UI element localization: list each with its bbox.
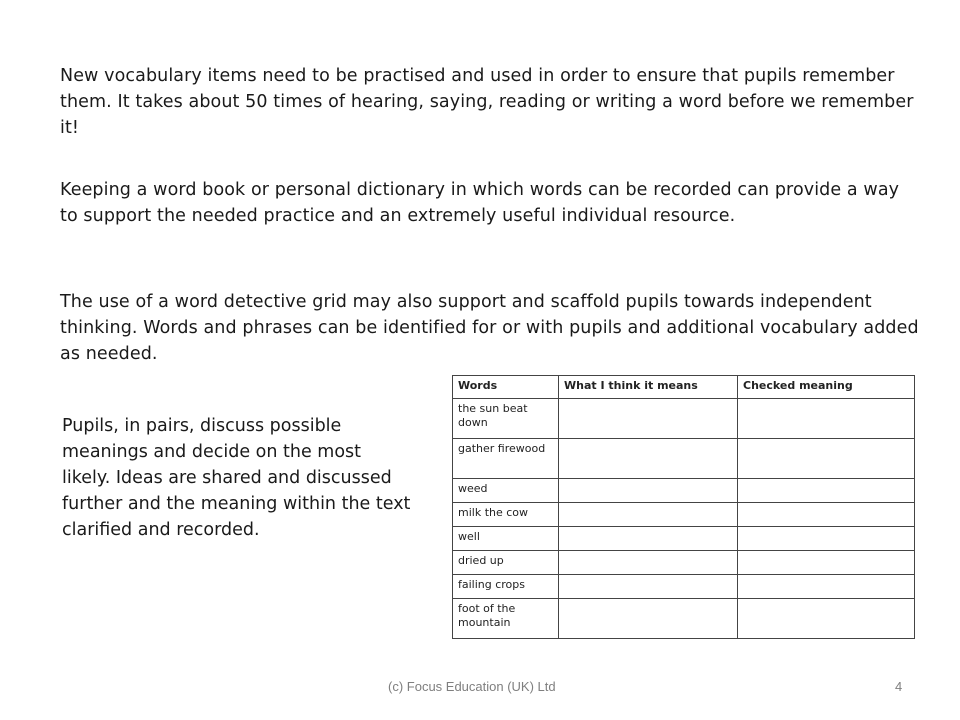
meaning-cell — [559, 479, 738, 503]
pairs-discussion-text: Pupils, in pairs, discuss possible meanings and decide on the most likely. Ideas are shared and discussed further and the meaning within the text clarified and recorded. — [62, 416, 411, 540]
table-row — [453, 439, 915, 479]
paragraph-word-book: Keeping a word book or personal dictionary in which words can be recorded can provide a way to support the needed practice and an extremely useful individual resource. — [60, 180, 900, 226]
checked-cell — [738, 503, 915, 527]
word-cell: well — [453, 527, 559, 551]
meaning-cell — [559, 551, 738, 575]
header-checked-meaning: Checked meaning — [738, 376, 915, 399]
word-cell: foot of the mountain — [453, 599, 559, 639]
checked-cell — [738, 575, 915, 599]
table-row — [453, 527, 915, 551]
paragraph-word-detective: The use of a word detective grid may also support and scaffold pupils towards independent thinking. Words and phrases can be identified for or with pupils and additional vocabulary added as needed. — [60, 292, 919, 364]
table-row — [453, 479, 915, 503]
checked-cell — [738, 599, 915, 639]
word-detective-grid — [452, 375, 915, 639]
checked-cell — [738, 439, 915, 479]
word-cell: weed — [453, 479, 559, 503]
header-what-i-think: What I think it means — [559, 376, 738, 399]
meaning-cell — [559, 503, 738, 527]
meaning-cell — [559, 439, 738, 479]
table-row — [453, 551, 915, 575]
word-cell: the sun beat down — [453, 399, 559, 439]
meaning-cell — [559, 599, 738, 639]
table-row — [453, 399, 915, 439]
word-cell: gather firewood — [453, 439, 559, 479]
page-number: 4 — [895, 679, 903, 694]
checked-cell — [738, 551, 915, 575]
table-row — [453, 599, 915, 639]
grid-header-row — [453, 376, 915, 399]
checked-cell — [738, 399, 915, 439]
checked-cell — [738, 527, 915, 551]
meaning-cell — [559, 527, 738, 551]
checked-cell — [738, 479, 915, 503]
header-words: Words — [453, 376, 559, 399]
word-cell: milk the cow — [453, 503, 559, 527]
meaning-cell — [559, 399, 738, 439]
table-row — [453, 503, 915, 527]
footer-credit: (c) Focus Education (UK) Ltd — [388, 679, 556, 694]
word-cell: dried up — [453, 551, 559, 575]
table-row — [453, 575, 915, 599]
meaning-cell — [559, 575, 738, 599]
paragraph-intro: New vocabulary items need to be practised and used in order to ensure that pupils remember them. It takes about 50 times of hearing, saying, reading or writing a word before we remember it! — [60, 66, 914, 138]
word-cell: failing crops — [453, 575, 559, 599]
